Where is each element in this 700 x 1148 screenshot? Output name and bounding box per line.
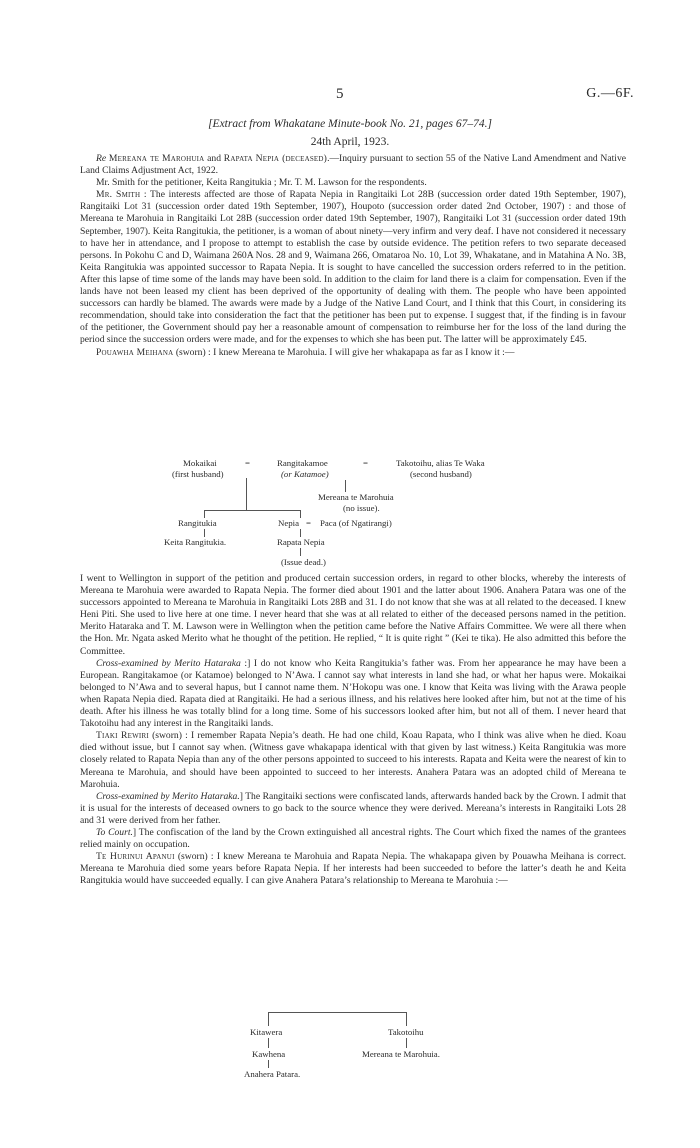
tree-line — [268, 1038, 269, 1048]
tree-mereana-note: (no issue). — [343, 503, 380, 513]
tree2-takotoihu: Takotoihu — [388, 1027, 424, 1037]
tree-line — [268, 1060, 269, 1068]
tree-takotoihu: Takotoihu, alias Te Waka — [396, 458, 485, 468]
paragraph-hurinui: Te Hurinui Apanui (sworn) : I knew Mereana te Marohuia and Rapata Nepia. The whakapapa given by Pouawha Meihana is correct. Mereana te Marohuia died some years before Rapata Nepia. If her interests had been succeeded to before the latter’s death he and Keita Rangitukia would have succeeded equally. I can give Anahera Patara’s relationship to Mereana te Marohuia :— — [80, 851, 627, 887]
tree2-anahera: Anahera Patara. — [244, 1069, 301, 1079]
tree-line — [268, 1012, 269, 1026]
tree-rapata: Rapata Nepia — [277, 537, 325, 547]
intro-paragraph: Re Mereana te Marohuia and Rapata Nepia (deceased).—Inquiry pursuant to section 55 of the Native Land Amendment and Native Land Claims Adjustment Act, 1922. — [80, 153, 627, 177]
tree-rapata-note: (Issue dead.) — [281, 557, 326, 567]
tree-mokaikai-note: (first husband) — [172, 469, 224, 479]
paragraph-cross-1: Cross-examined by Merito Hataraka :] I do not know who Keita Rangitukia’s father was. From her appearance he may have been a European. Rangitakamoe (or Katamoe) belonged to N’Awa. I cannot say what interests in land she had, or what her hapus were. Mokaikai belonged to N’Awa and to several hapus, but I cannot name them. N’Hokopu was one. I know that Keita was living with the Arawa people when Rapata Nepia died. Rapata died at Rangitaiki. He had a serious illness, and his relatives here looked after him, but not at the time of his death. After his illness he was totally blind for a long time. Some of his successors looked after him, but not all of them. I never heard that Takotoihu had any interest in the Rangitaiki lands. — [80, 657, 626, 730]
tree-keita: Keita Rangitukia. — [164, 537, 227, 547]
tree-eq-1: = — [245, 458, 250, 468]
tree-mereana: Mereana te Marohuia — [318, 492, 394, 502]
tree-paca: Paca (of Ngatirangi) — [320, 518, 392, 528]
paragraph-wellington: I went to Wellington in support of the petition and produced certain succession orders, in regard to other blocks, whereby the interests of Mereana te Marohuia were awarded to Rapata Nepia. The former died about 1901 and the latter about 1906. Anahera Patara was one of the successors appointed to Mereana te Marohuia in Rangitaiki Lots 28B and 31. I do not know that she was at all related to the deceased. I knew Heni Piti. She used to live here at one time. I never heard that she was at all related to either of the deceased persons named in the petition. Merito Hataraka and T. M. Lawson were in Wellington when the petition came before the Native Affairs Committee. We were all there when the Hon. Mr. Ngata asked Merito what he thought of the petition. He replied, “ It is quite right ” (Kei te tika). He also admitted this before the Committee. — [80, 573, 626, 657]
paragraph-smith: Mr. Smith : The interests affected are those of Rapata Nepia in Rangitaiki Lot 28B (succession order dated 19th September, 1907), Rangitaiki Lot 31 (succession order dated 19th September, 1907), Houpoto (succession order dated 2nd October, 1907) : and those of Mereana te Marohuia in Rangitaiki Lot 28B (succession order dated 19th September, 1907), Rangitaiki Lot 31 (succession order dated 19th September, 1907). Keita Rangitukia, the petitioner, is a woman of about ninety—very infirm and very deaf. I have not considered it necessary to have her in attendance, and I propose to attempt to establish the case by outside evidence. The petition refers to two separate deceased persons. In Pokohu C and D, Waimana 260A Nos. 28 and 9, Waimana 266, Omataroa No. 10, Lot 39, Whakatane, and in Matahina A No. 3B, Keita Rangitukia was appointed successor to Rapata Nepia. It is sought to have cancelled the succession orders referred to in the petition. After this lapse of time some of the lands may have been sold. In addition to the claim for land there is a claim for compensation. Even if the lands have not been leased my client has been deprived of the opportunity of dealing with them. The people who have been appointed successors can hardly be blamed. The awards were made by a Judge of the Native Land Court, and I think that this Court, in considering its recommendation, should take into consideration the fact that the petitioner has been put to expense. I suggest that, if the finding is in favour of the petitioner, the Government should pay her a reasonable amount of compensation to reimburse her for the loss of the land during the period since the succession orders were made, and for the expenses to which she has been put. The latter will be approximately £45. — [80, 189, 626, 346]
tree-rangitakamoe: Rangitakamoe — [277, 458, 328, 468]
tree-nepia: Nepia — [278, 518, 300, 528]
tree2-mereana: Mereana te Marohuia. — [362, 1049, 440, 1059]
paragraph-tiaki: Tiaki Rewiri (sworn) : I remember Rapata Nepia’s death. He had one child, Koau Rapata, who I think was alive when he died. Koau died without issue, but I cannot say when. (Witness gave whakapapa identical with that given by last witness.) Keita Rangitukia was more closely related to Rapata Nepia than any of the other persons appointed to succeed to his interests. Rapata and Keita were the nearest of kin to Mereana te Marohuia, and should have been appointed to succeed to her interests. Anahera Patara was an adopted child of Mereana te Marohuia. — [80, 730, 626, 790]
page-number: 5 — [336, 86, 344, 102]
tree-eq-2: = — [363, 458, 368, 468]
series-code: G.—6F. — [586, 86, 634, 101]
tree-rangitakamoe-note: (or Katamoe) — [281, 469, 329, 479]
tree-rangitukia: Rangitukia — [178, 518, 217, 528]
paragraph-cross-2: Cross-examined by Merito Hataraka.] The Rangitaiki sections were confiscated lands, afterwards handed back by the Crown. I admit that it is usual for the interests of deceased owners to go back to the source whence they were derived. Mereana’s interests in Rangitaiki Lots 28 and 31 were derived from her father. — [80, 790, 626, 826]
paragraph-counsel: Mr. Smith for the petitioner, Keita Rangitukia ; Mr. T. M. Lawson for the respondents. — [96, 177, 427, 189]
tree-eq-3: = — [306, 518, 311, 528]
tree2-kawhena: Kawhena — [252, 1049, 286, 1059]
tree2-kitawera: Kitawera — [250, 1027, 283, 1037]
tree-line — [406, 1038, 407, 1048]
tree-mokaikai: Mokaikai — [183, 458, 217, 468]
extract-note: [Extract from Whakatane Minute-book No. 21, pages 67–74.] — [208, 118, 492, 130]
tree-takotoihu-note: (second husband) — [410, 469, 472, 479]
date-line: 24th April, 1923. — [310, 136, 390, 148]
paragraph-pouawha: Pouawha Meihana (sworn) : I knew Mereana te Marohuia. I will give her whakapapa as far as I know it :— — [96, 346, 515, 358]
tree-line — [406, 1012, 407, 1026]
tree-line — [268, 1012, 406, 1013]
paragraph-to-court: To Court.] The confiscation of the land by the Crown extinguished all ancestral rights. The Court which fixed the names of the grantees relied mainly on occupation. — [80, 826, 626, 851]
